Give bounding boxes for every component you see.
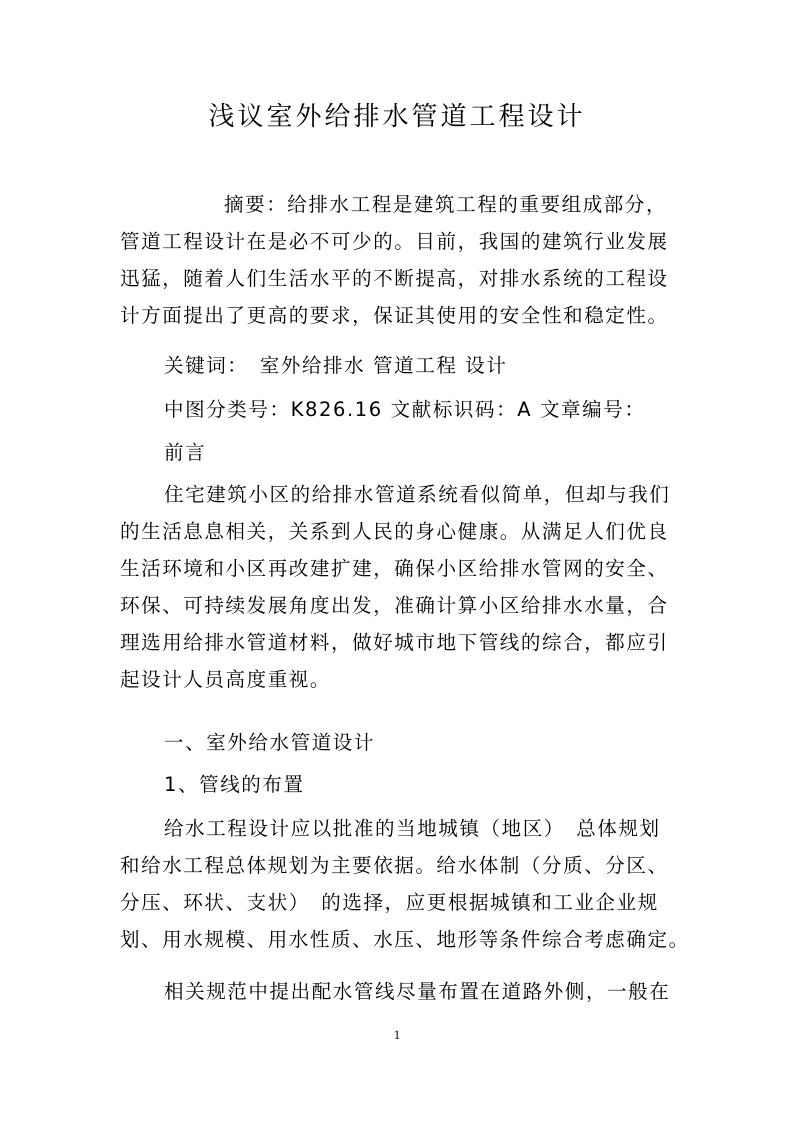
keywords-line bbox=[120, 347, 675, 384]
paragraph-2 bbox=[120, 973, 675, 1010]
preface-heading-text: 前言 bbox=[164, 441, 207, 464]
keywords-text: 关键词： 室外给排水 管道工程 设计 bbox=[164, 354, 508, 377]
document-title: 浅议室外给排水管道工程设计 bbox=[208, 102, 586, 132]
subsection-1-heading-text: 1、管线的布置 bbox=[164, 773, 305, 796]
preface-line: 的生活息息相关，关系到人民的身心健康。从满足人们优良 bbox=[120, 520, 669, 543]
preface-line: 生活环境和小区再改建扩建，确保小区给排水管网的安全、 bbox=[120, 557, 669, 580]
preface-line: 理选用给排水管道材料，做好城市地下管线的综合，都应引 bbox=[120, 631, 669, 654]
paragraph-1-line: 划、用水规模、用水性质、水压、地形等条件综合考虑确定。 bbox=[120, 928, 690, 951]
preface-line: 环保、可持续发展角度出发，准确计算小区给排水水量，合 bbox=[120, 594, 669, 617]
abstract-line: 摘要：给排水工程是建筑工程的重要组成部分， bbox=[224, 193, 668, 216]
preface-line: 起设计人员高度重视。 bbox=[120, 668, 332, 691]
abstract-line: 管道工程设计在是必不可少的。目前，我国的建筑行业发展 bbox=[120, 230, 669, 253]
paragraph-1-line: 给水工程设计应以批准的当地城镇（地区） 总体规划 bbox=[164, 817, 661, 840]
preface-heading bbox=[120, 434, 675, 471]
section-1-heading bbox=[120, 724, 675, 761]
page-number: 1 bbox=[393, 1027, 401, 1042]
abstract-line: 计方面提出了更高的要求，保证其使用的安全性和稳定性。 bbox=[120, 304, 669, 327]
classification-line bbox=[120, 391, 675, 428]
paragraph-2-line: 相关规范中提出配水管线尽量布置在道路外侧，一般在 bbox=[164, 980, 671, 1003]
section-1-heading-text: 一、室外给水管道设计 bbox=[164, 731, 376, 754]
preface-paragraph bbox=[120, 476, 675, 698]
paragraph-1-line: 和给水工程总体规划为主要依据。给水体制（分质、分区、 bbox=[120, 854, 669, 877]
classification-text: 中图分类号：K826.16 文献标识码：A 文章编号： bbox=[164, 398, 646, 421]
preface-line: 住宅建筑小区的给排水管道系统看似简单，但却与我们 bbox=[164, 483, 671, 506]
abstract-line: 迅猛，随着人们生活水平的不断提高，对排水系统的工程设 bbox=[120, 267, 669, 290]
abstract-paragraph bbox=[120, 186, 675, 334]
subsection-1-heading bbox=[120, 766, 675, 803]
paragraph-1 bbox=[120, 810, 690, 958]
paragraph-1-line: 分压、环状、支状） 的选择，应更根据城镇和工业企业规 bbox=[120, 891, 659, 914]
